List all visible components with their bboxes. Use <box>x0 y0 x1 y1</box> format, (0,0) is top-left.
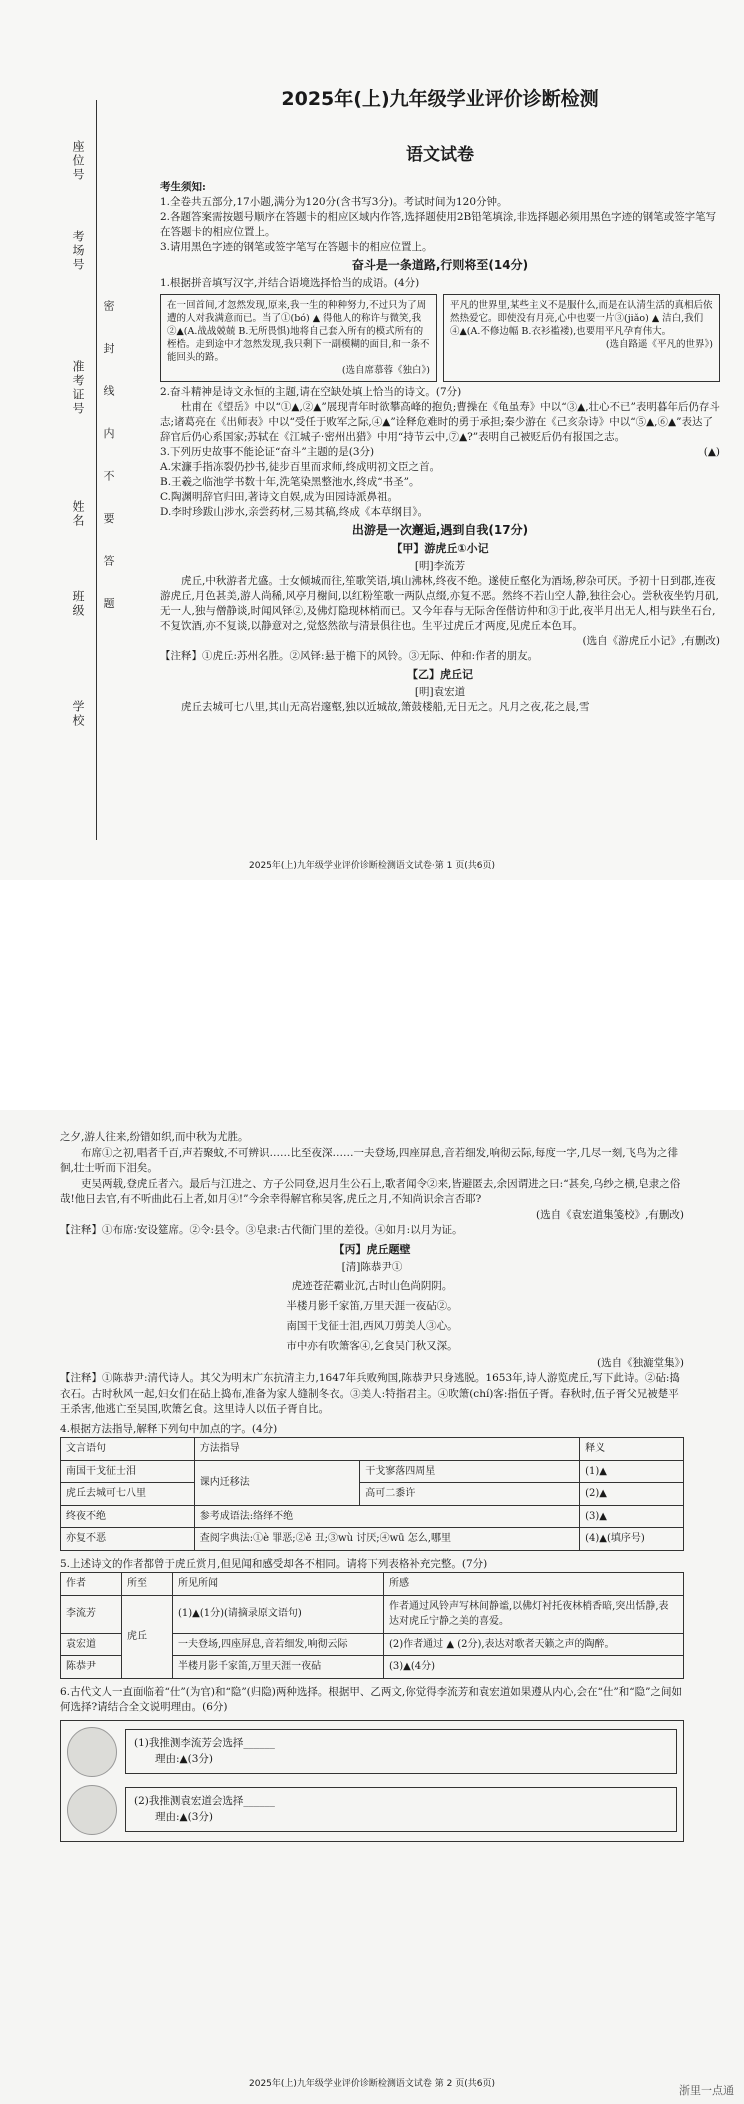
q5-seen: (1)▲(1分)(请摘录原文语句) <box>173 1595 384 1633</box>
q4-cell: 高可二黍许 <box>360 1483 580 1506</box>
q2-text: 杜甫在《望岳》中以“①▲,②▲”展现青年时欲攀高峰的抱负;曹操在《龟虽寿》中以“③▲,壮心不已”表明暮年后仍存斗志;诸葛亮在《出师表》中以“受任于败军之际,④▲”诠释危难时的勇于承担;秦少游在《己亥杂诗》中以“⑤▲,⑥▲”表达了辞官后仍心系国家;苏轼在《江城子·密州出猎》中用“持节云中,⑦▲?”表明自己被贬后仍有报国之志。 <box>160 401 720 443</box>
notice-item: 3.请用黑色字迹的钢笔或签字笔写在答题卡的相应位置上。 <box>160 241 433 253</box>
poem-line: 半楼月影千家笛,万里天涯一夜砧②。 <box>286 1299 458 1312</box>
yuan-hongdao-portrait-icon <box>67 1785 117 1835</box>
text-b-title: 【乙】虎丘记 <box>407 668 473 681</box>
q4-answer: (3)▲ <box>580 1505 684 1528</box>
q5-feel: (3)▲(4分) <box>384 1656 684 1679</box>
q3-answer-blank: (▲) <box>703 446 720 458</box>
q5-author: 李流芳 <box>61 1595 122 1633</box>
text-b-body-1: 虎丘去城可七八里,其山无高岩邃壑,独以近城故,箫鼓楼船,无日无之。凡月之夜,花之晨,雪 <box>181 701 590 713</box>
q4-header: 释义 <box>580 1438 684 1461</box>
q5-seen: 半楼月影千家笛,万里天涯一夜砧 <box>173 1656 384 1679</box>
q4-table <box>60 1437 684 1551</box>
question-3: 3.下列历史故事不能论证“奋斗”主题的是(3分) <box>160 446 375 458</box>
q1-right-text: 平凡的世界里,某些主义不是服什么,而是在认清生活的真相后依然热爱它。即使没有月亮,心中也要一片③(jiǎo) ▲ 洁白,我们④▲(A.不修边幅 B.衣衫褴褛),也要用平凡孕育伟大。 <box>450 300 713 337</box>
q5-header: 作者 <box>61 1573 122 1596</box>
q6-answer-1: (1)我推测李流芳会选择______ <box>134 1737 275 1749</box>
li-liufang-portrait-icon <box>67 1727 117 1777</box>
q1-left-source: (选自席慕蓉《独白》) <box>341 365 430 376</box>
page-two <box>0 1110 744 2104</box>
q5-author: 陈恭尹 <box>61 1656 122 1679</box>
q5-place: 虎丘 <box>122 1595 173 1678</box>
text-b-note: 【注释】①布席:安设筵席。②令:县令。③皂隶:古代衙门里的差役。④如月:以月为证。 <box>60 1224 463 1236</box>
q6-answer-2: (2)我推测袁宏道会选择______ <box>134 1795 275 1807</box>
q4-cell: 亦复不恶 <box>61 1528 195 1551</box>
q4-answer: (1)▲ <box>580 1460 684 1483</box>
q1-left-box <box>160 294 437 382</box>
part2-heading: 出游是一次邂逅,遇到自我(17分) <box>351 523 529 537</box>
text-a-author: [明]李流芳 <box>414 560 466 572</box>
page2-footer: 2025年(上)九年级学业评价诊断检测语文试卷 第 2 页(共6页) <box>249 2079 495 2089</box>
text-b-source: (选自《袁宏道集笺校》,有删改) <box>535 1208 684 1221</box>
binding-margin <box>0 100 120 860</box>
seal-text: 密 封 线 内 不 要 答 题 <box>102 300 115 623</box>
q5-header: 所至 <box>122 1573 173 1596</box>
seat-label: 座位号 <box>71 140 85 182</box>
q4-cell: 虎丘去城可七八里 <box>61 1483 195 1506</box>
question-1: 1.根据拼音填写汉字,并结合语境选择恰当的成语。(4分) <box>160 277 420 289</box>
poem-line: 市中亦有吹箫客④,乞食吴门秋又深。 <box>286 1339 458 1352</box>
q1-left-text: 在一回首间,才忽然发现,原来,我一生的种种努力,不过只为了周遭的人对我满意而已。当了①(bó) ▲ 得他人的称许与微笑,我②▲(A.战战兢兢 B.无所畏惧)地将自己套入所有的模式所有的桎梏。走到途中才忽然发现,我只剩下一副模糊的面目,和一条不能回头的路。 <box>167 300 430 363</box>
q3-option: A.宋濂手指冻裂仍抄书,徒步百里而求师,终成明初文臣之首。 <box>160 461 441 473</box>
q4-cell: 南国干戈征士泪 <box>61 1460 195 1483</box>
page-one <box>0 0 744 880</box>
q4-cell: 终夜不绝 <box>61 1505 195 1528</box>
exam-room-label: 考场号 <box>71 230 85 272</box>
seal-line <box>96 100 97 840</box>
question-5: 5.上述诗文的作者都曾于虎丘赏月,但见闻和感受却各不相同。请将下列表格补充完整。(7分) <box>60 1557 488 1570</box>
watermark: 浙里一点通 <box>679 2084 734 2097</box>
q4-cell: 干戈寥落四周星 <box>360 1460 580 1483</box>
q4-cell: 查阅字典法:①è 罪恶;②ě 丑;③wù 讨厌;④wū 怎么,哪里 <box>194 1528 579 1551</box>
text-b-author: [明]袁宏道 <box>414 686 466 698</box>
q6-answer-area <box>60 1720 684 1842</box>
q5-author: 袁宏道 <box>61 1633 122 1656</box>
poem-line: 虎迹苍茫霸业沉,古时山色尚阴阴。 <box>291 1279 453 1292</box>
text-c-title: 【丙】虎丘题壁 <box>333 1242 411 1256</box>
part1-heading: 奋斗是一条道路,行则将至(14分) <box>351 258 529 272</box>
q3-row <box>160 445 720 460</box>
q4-header: 方法指导 <box>194 1438 579 1461</box>
q4-answer: (4)▲(填序号) <box>580 1528 684 1551</box>
q6-row-1 <box>67 1727 677 1777</box>
notice-title: 考生须知: <box>160 181 206 193</box>
text-b-body-2: 之夕,游人往来,纷错如织,而中秋为尤胜。 <box>60 1131 249 1143</box>
class-label: 班级 <box>71 590 85 618</box>
poem-line: 南国干戈征士泪,西风刀剪美人③心。 <box>286 1319 458 1332</box>
q3-option: C.陶渊明辞官归田,著诗文自娱,成为田园诗派鼻祖。 <box>160 491 399 503</box>
q1-boxes <box>160 294 720 382</box>
name-label: 姓名 <box>71 500 85 528</box>
ticket-label: 准考证号 <box>71 360 85 416</box>
text-a-note: 【注释】①虎丘:苏州名胜。②风铎:悬于檐下的风铃。③无际、仲和:作者的朋友。 <box>160 650 539 662</box>
q1-right-box <box>443 294 720 382</box>
q4-answer: (2)▲ <box>580 1483 684 1506</box>
notice-item: 1.全卷共五部分,17小题,满分为120分(含书写3分)。考试时间为120分钟。 <box>160 196 508 208</box>
page1-footer: 2025年(上)九年级学业评价诊断检测语文试卷·第 1 页(共6页) <box>249 861 495 871</box>
notice-block <box>160 180 720 715</box>
text-c-source: (选自《独漉堂集》) <box>597 1356 684 1369</box>
q1-right-source: (选自路遥《平凡的世界》) <box>605 339 713 350</box>
q5-table <box>60 1572 684 1679</box>
q4-header: 文言语句 <box>61 1438 195 1461</box>
text-a-title: 【甲】游虎丘①小记 <box>391 542 489 555</box>
q6-reason-1: 理由:▲(3分) <box>155 1752 213 1765</box>
text-c-note: 【注释】①陈恭尹:清代诗人。其父为明末广东抗清主力,1647年兵败殉国,陈恭尹只身逃脱。1653年,诗人游览虎丘,写下此诗。②砧:捣衣石。古时秋风一起,妇女们在砧上捣布,准备为家人缝制冬衣。③美人:特指君主。④吹箫(chí)客:指伍子胥。春秋时,伍子胥父兄被楚平王杀害,他逃亡至吴国,吹箫乞食。这里诗人以伍子胥自比。 <box>60 1372 680 1415</box>
text-c-author: [清]陈恭尹① <box>341 1261 403 1273</box>
exam-title: 2025年(上)九年级学业评价诊断检测 <box>281 88 599 110</box>
q6-row-2 <box>67 1785 677 1835</box>
q4-cell: 课内迁移法 <box>194 1460 360 1505</box>
school-label: 学校 <box>71 700 85 728</box>
text-a-body: 虎丘,中秋游者尤盛。士女倾城而往,笙歌笑语,填山沸林,终夜不绝。遂使丘壑化为酒场,秽杂可厌。予初十日到郡,连夜游虎丘,月色甚美,游人尚稀,风亭月榭间,以红粉笙歌一两队点缀,亦复不恶。然终不若山空人静,独往会心。尝秋夜坐钓月矶,无一人,独与僧静谈,时闻风铎②,及佛灯隐现林梢而已。又今年春与无际舍侄偕访仲和③于此,夜半月出无人,相与趺坐石台,不复饮酒,亦不复谈,以静意对之,觉悠然欲与清景俱往也。生平过虎丘才两度,见虎丘本色耳。 <box>160 575 719 632</box>
q3-option: D.李时珍跋山涉水,亲尝药材,三易其稿,终成《本草纲目》。 <box>160 506 429 518</box>
text-a-source: (选自《游虎丘小记》,有删改) <box>582 635 720 647</box>
q5-header: 所感 <box>384 1573 684 1596</box>
q6-answer-box-2 <box>125 1787 677 1832</box>
notice-item: 2.各题答案需按题号顺序在答题卡的相应区域内作答,选择题使用2B铅笔填涂,非选择题必须用黑色字迹的钢笔或签字笔写在答题卡的相应位置上。 <box>160 211 717 238</box>
page-gap <box>0 880 744 1110</box>
question-6: 6.古代文人一直面临着“仕”(为官)和“隐”(归隐)两种选择。根据甲、乙两文,你觉得李流芳和袁宏道如果遵从内心,会在“仕”和“隐”之间如何选择?请结合全文说明理由。(6分) <box>60 1685 683 1713</box>
q5-feel: 作者通过风铃声写林间静谧,以佛灯衬托夜林梢香暗,突出恬静,表达对虎丘宁静之美的喜爱。 <box>384 1595 684 1633</box>
poem-lines <box>60 1276 684 1356</box>
page2-content <box>60 1130 684 1842</box>
q4-cell: 参考成语法:络绎不绝 <box>194 1505 579 1528</box>
exam-subtitle: 语文试卷 <box>406 145 474 165</box>
q5-header: 所见所闻 <box>173 1573 384 1596</box>
text-b-body-3: 布席①之初,唱者千百,声若聚蚊,不可辨识……比至夜深……一夫登场,四座屏息,音若细发,响彻云际,每度一字,几尽一刻,飞鸟为之徘徊,壮士听而下泪矣。 <box>60 1146 679 1174</box>
q3-option: B.王羲之临池学书数十年,洗笔染黑整池水,终成“书圣”。 <box>160 476 420 488</box>
question-4: 4.根据方法指导,解释下列句中加点的字。(4分) <box>60 1422 278 1435</box>
question-2: 2.奋斗精神是诗文永恒的主题,请在空缺处填上恰当的诗文。(7分) <box>160 386 462 398</box>
q5-feel: (2)作者通过 ▲ (2分),表达对歌者天籁之声的陶醉。 <box>384 1633 684 1656</box>
text-b-body-4: 吏吴两载,登虎丘者六。最后与江进之、方子公同登,迟月生公石上,歌者闻令②来,皆避匿去,余因谓进之曰:“甚矣,乌纱之横,皂隶之俗哉!他日去官,有不听曲此石上者,如月④!”今余幸得解官称吴客,虎丘之月,不知尚识余言否耶? <box>60 1177 681 1205</box>
q6-answer-box-1 <box>125 1729 677 1774</box>
q6-reason-2: 理由:▲(3分) <box>155 1810 213 1823</box>
q5-seen: 一夫登场,四座屏息,音若细发,响彻云际 <box>173 1633 384 1656</box>
